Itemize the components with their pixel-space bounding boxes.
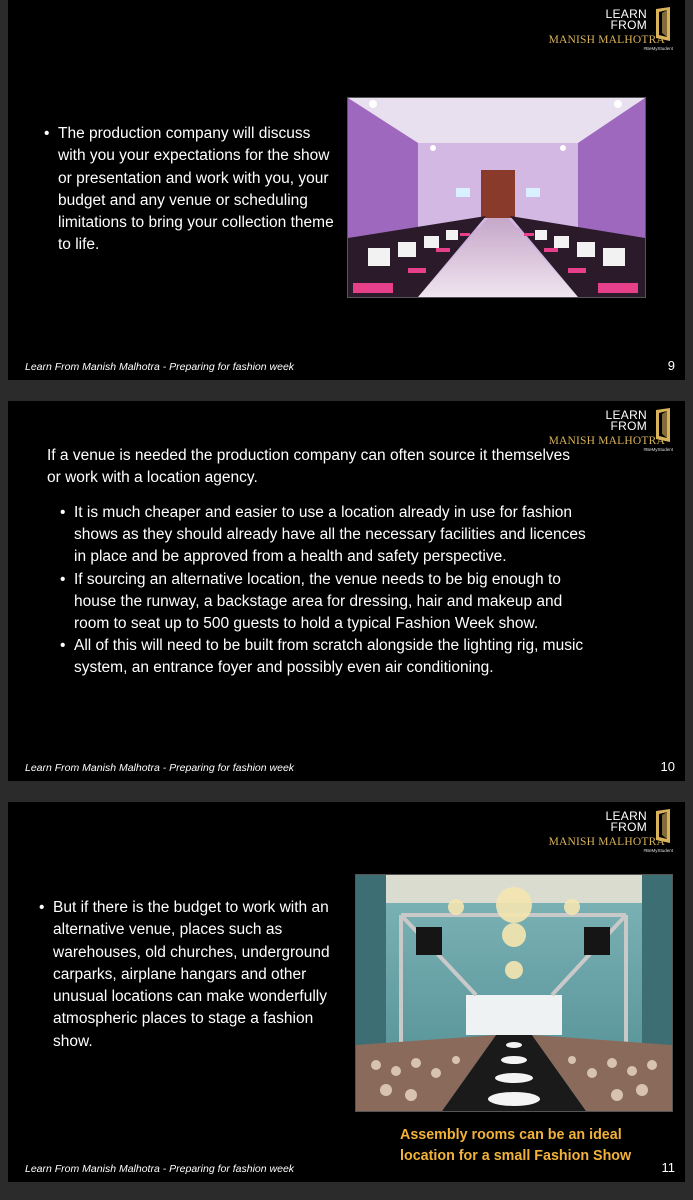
assembly-rooms-photo [355,874,673,1112]
bullet-item: • But if there is the budget to work with an alternative venue, places such as warehouses, old churches, underground carparks, airplane hangars and other unusual locations can make wonderfully atmospheric places to stage a fashion show. [39,897,339,1053]
slide-11 [8,802,685,1182]
slide-bullets [39,897,339,1053]
slide-intro: If a venue is needed the production company can often source it themselves or work with a location agency. [47,447,571,487]
bullet-item: • The production company will discuss with you your expectations for the show or presentation and work with you, your budget and any venue or scheduling limitations to bring your collection theme to life. [44,123,334,257]
slide-9 [8,0,685,380]
brand-tagline: #BeMyStudent [643,447,673,452]
slide-footer: Learn From Manish Malhotra - Preparing for fashion week [25,361,295,373]
brand-logo: LEARN FROM MANISH MALHOTRA #BeMyStudent [548,809,673,853]
slide-bullets [60,502,590,680]
bullet-item: • All of this will need to be built from scratch alongside the lighting rig, music system, an entrance foyer and possibly even air conditioning. [60,635,590,679]
brand-logo: LEARN FROM MANISH MALHOTRA #BeMyStudent [548,7,673,51]
brand-logo: LEARN FROM MANISH MALHOTRA #BeMyStudent [548,408,673,452]
brand-name: MANISH MALHOTRA [548,836,665,848]
bullet-item: • It is much cheaper and easier to use a location already in use for fashion shows as they should already have all the necessary facilities and licences in place and be approved from a health and safety perspective. [60,502,590,569]
slide-10 [8,401,685,781]
page-number: 11 [661,1160,675,1175]
runway-venue-photo [347,97,646,298]
photo-caption: Assembly rooms can be an ideal location for a small Fashion Show [400,1127,632,1164]
brand-tagline: #BeMyStudent [643,848,673,853]
brand-tagline: #BeMyStudent [643,46,673,51]
page-number: 9 [667,358,675,373]
page-number: 10 [660,759,675,774]
slide-bullets [44,123,334,257]
bullet-item: • If sourcing an alternative location, the venue needs to be big enough to house the runway, a backstage area for dressing, hair and makeup and room to seat up to 500 guests to hold a typical Fashion Week show. [60,569,590,636]
brand-name: MANISH MALHOTRA [548,34,665,46]
slide-footer: Learn From Manish Malhotra - Preparing for fashion week [25,1163,295,1175]
brand-name: MANISH MALHOTRA [548,435,665,447]
slide-footer: Learn From Manish Malhotra - Preparing for fashion week [25,762,295,774]
